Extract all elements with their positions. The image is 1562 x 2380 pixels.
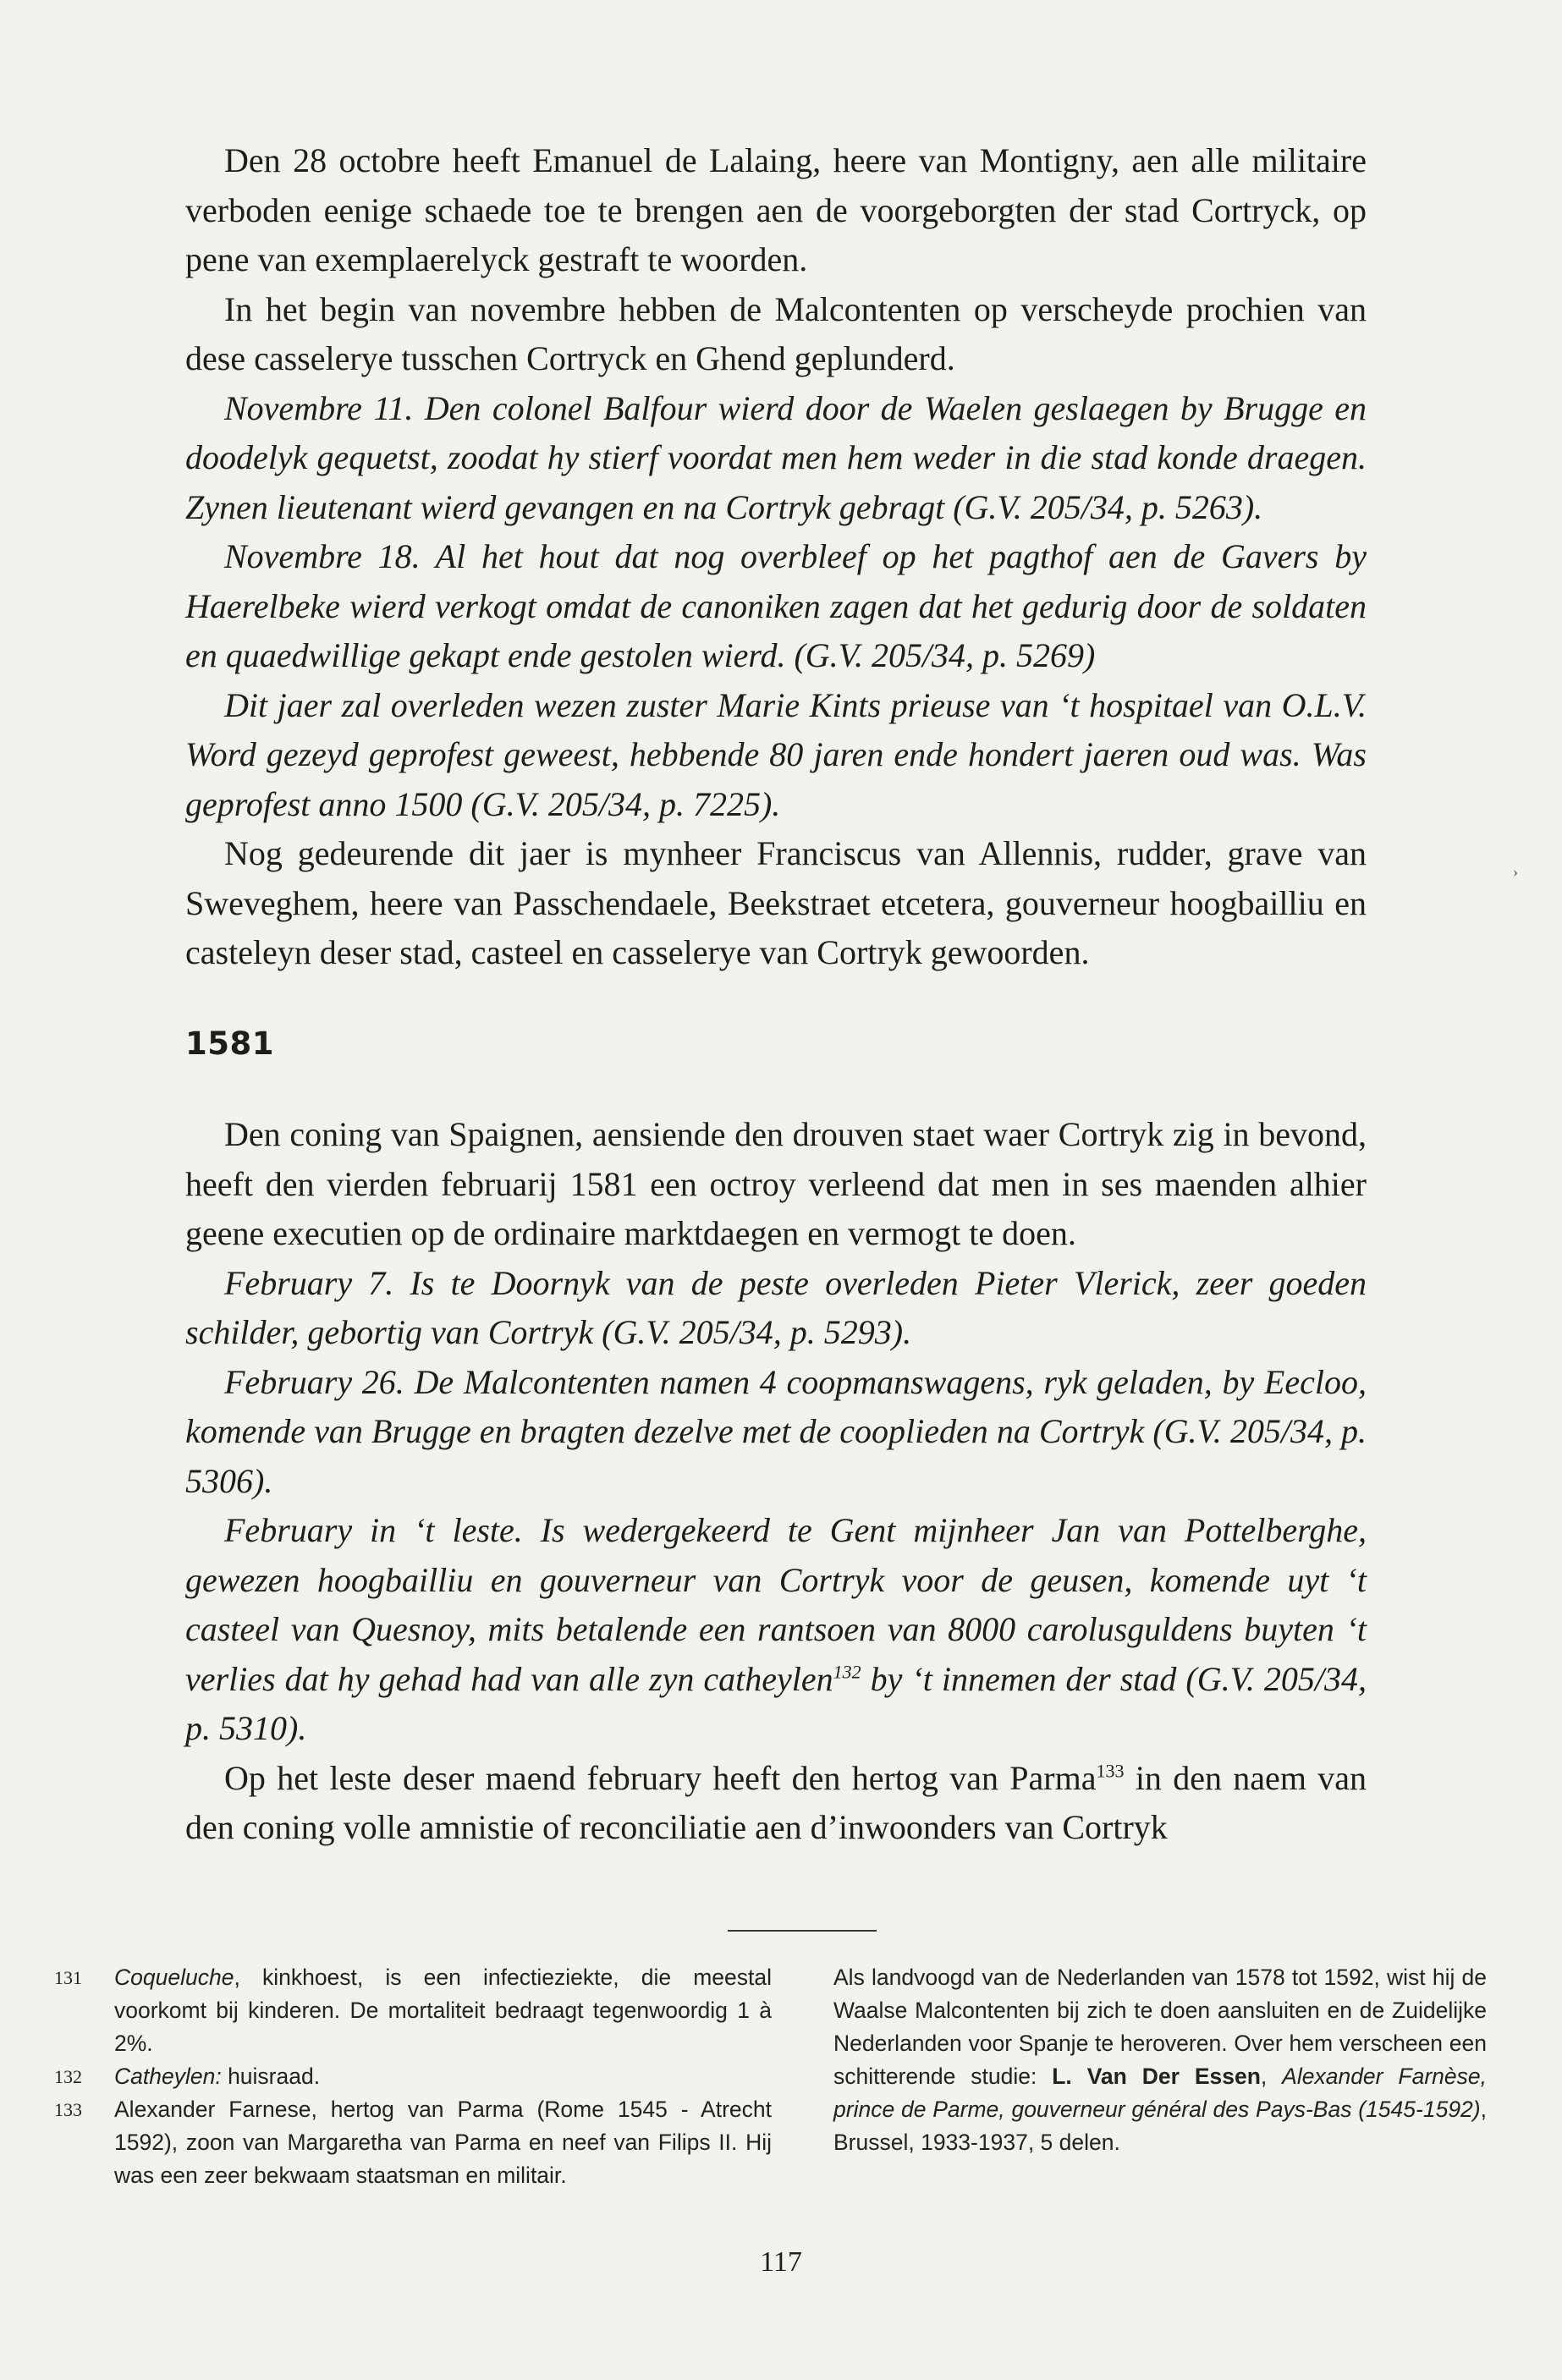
footnote-term: Catheylen: [114,2064,222,2089]
footnote-133-continuation [833,1961,1487,2159]
paragraph: February 7. Is te Doornyk van de peste overleden Pieter Vlerick, zeer goeden schilder, gebortig van Cortryk (G.V. 205/34, p. 5293). [185,1263,1367,1351]
paragraph: February 26. De Malcontenten namen 4 coopmanswagens, ryk geladen, by Eecloo, komende van Brugge en bragten dezelve met de cooplieden na Cortryk (G.V. 205/34, p. 5306). [185,1362,1367,1500]
footnote-text: Als landvoogd van de Nederlanden van 1578 tot 1592, wist hij de Waalse Malcontenten bij zich te doen aansluiten en de Zuidelijke Nederlanden voor Spanje te heroveren. Over hem verscheen een schitterende studie: [833,1965,1487,2089]
main-text-bottom [185,1110,1367,1853]
footnote-ref-133[interactable]: 133 [1096,1760,1125,1782]
paragraph: Novembre 18. Al het hout dat nog overbleef op het pagthof aen de Gavers by Haerelbeke wierd verkogt omdat de canoniken zagen dat het gedurig door de soldaten en quaedwillige gekapt ende gestolen wierd. (G.V. 205/34, p. 5269) [185,537,1367,674]
footnote-text: , kinkhoest, is een infectieziekte, die meestal voorkomt bij kinderen. De mortaliteit bedraagt tegenwoordig 1 à 2%. [114,1965,772,2056]
footnote-number: 133 [54,2099,82,2120]
footnote-text: , [1260,2064,1283,2089]
paragraph: Nog gedeurende dit jaer is mynheer Franciscus van Allennis, rudder, grave van Sweveghem, heere van Passchendaele, Beekstraet etcetera, gouverneur hoogbailliu en casteleyn deser stad, casteel en casselerye van Cortryk gewoorden. [185,834,1367,971]
page-number: 117 [760,2246,802,2278]
footnote-132 [54,2060,772,2093]
paragraph [185,1754,1367,1853]
paragraph-text: in den naem van den coning volle amnistie of reconciliatie aen d’inwoonders van Cortryk [185,1758,1367,1846]
footnote-number: 131 [54,1967,82,1988]
footnote-separator [728,1930,877,1932]
paragraph: Den 28 octobre heeft Emanuel de Lalaing, heere van Montigny, aen alle militaire verboden eenige schaede toe te brengen aen de voorgeborgten der stad Cortryck, op pene van exemplaerelyck gestraft te woorden. [185,141,1367,278]
paragraph: In het begin van novembre hebben de Malcontenten op verscheyde prochien van dese casselerye tusschen Cortryck en Ghend geplunderd. [185,289,1367,377]
main-text-top [185,136,1367,978]
paragraph [185,1506,1367,1754]
citation-author: L. Van Der Essen [1052,2064,1261,2089]
footnote-number: 132 [54,2066,82,2087]
footnotes-right-column [833,1961,1487,2159]
paragraph: Den coning van Spaignen, aensiende den drouven staet waer Cortryk zig in bevond, heeft den vierden februarij 1581 een octroy verleend dat men in ses maenden alhier geene executien op de ordinaire marktdaegen en vermogt te doen. [185,1115,1367,1252]
footnote-133 [54,2093,772,2192]
footnote-text: , Brussel, 1933-1937, 5 delen. [833,2097,1487,2155]
footnote-term: Coqueluche [114,1965,234,1990]
paragraph: Dit jaer zal overleden wezen zuster Marie Kints prieuse van ‘t hospitael van O.L.V. Word gezeyd geprofest geweest, hebbende 80 jaren ende hondert jaeren oud was. Was geprofest anno 1500 (G.V. 205/34, p. 7225). [185,685,1367,823]
section-heading-year: 1581 [185,1025,274,1062]
paragraph-text: February in ‘t leste. Is wedergekeerd te Gent mijnheer Jan van Pottelberghe, gewezen hoogbailliu en gouverneur van Cortryk voor de geusen, komende uyt ‘t casteel van Quesnoy, mits betalende een rantsoen van 8000 carolusguldens buyten ‘t verlies dat hy gehad had van alle zyn catheylen [185,1511,1367,1698]
footnote-131 [54,1961,772,2060]
footnotes-left-column [54,1961,772,2192]
paragraph: Novembre 11. Den colonel Balfour wierd door de Waelen geslaegen by Brugge en doodelyk gequetst, zoodat hy stierf voordat men hem weder in die stad konde draegen. Zynen lieutenant wierd gevangen en na Cortryk gebragt (G.V. 205/34, p. 5263). [185,388,1367,526]
paragraph-text: Op het leste deser maend february heeft den hertog van Parma [224,1758,1097,1797]
footnote-ref-132[interactable]: 132 [833,1661,861,1683]
footnote-text: Alexander Farnese, hertog van Parma (Rome 1545 - Atrecht 1592), zoon van Margaretha van Parma en neef van Filips II. Hij was een zeer bekwaam staatsman en militair. [114,2097,772,2188]
margin-mark: › [1513,863,1518,880]
citation-title: Alexander Farnèse, prince de Parme, gouverneur général des Pays-Bas (1545-1592) [833,2064,1487,2122]
paragraph-text: by ‘t innemen der stad (G.V. 205/34, p. 5310). [185,1659,1367,1747]
footnote-text: huisraad. [221,2064,321,2089]
